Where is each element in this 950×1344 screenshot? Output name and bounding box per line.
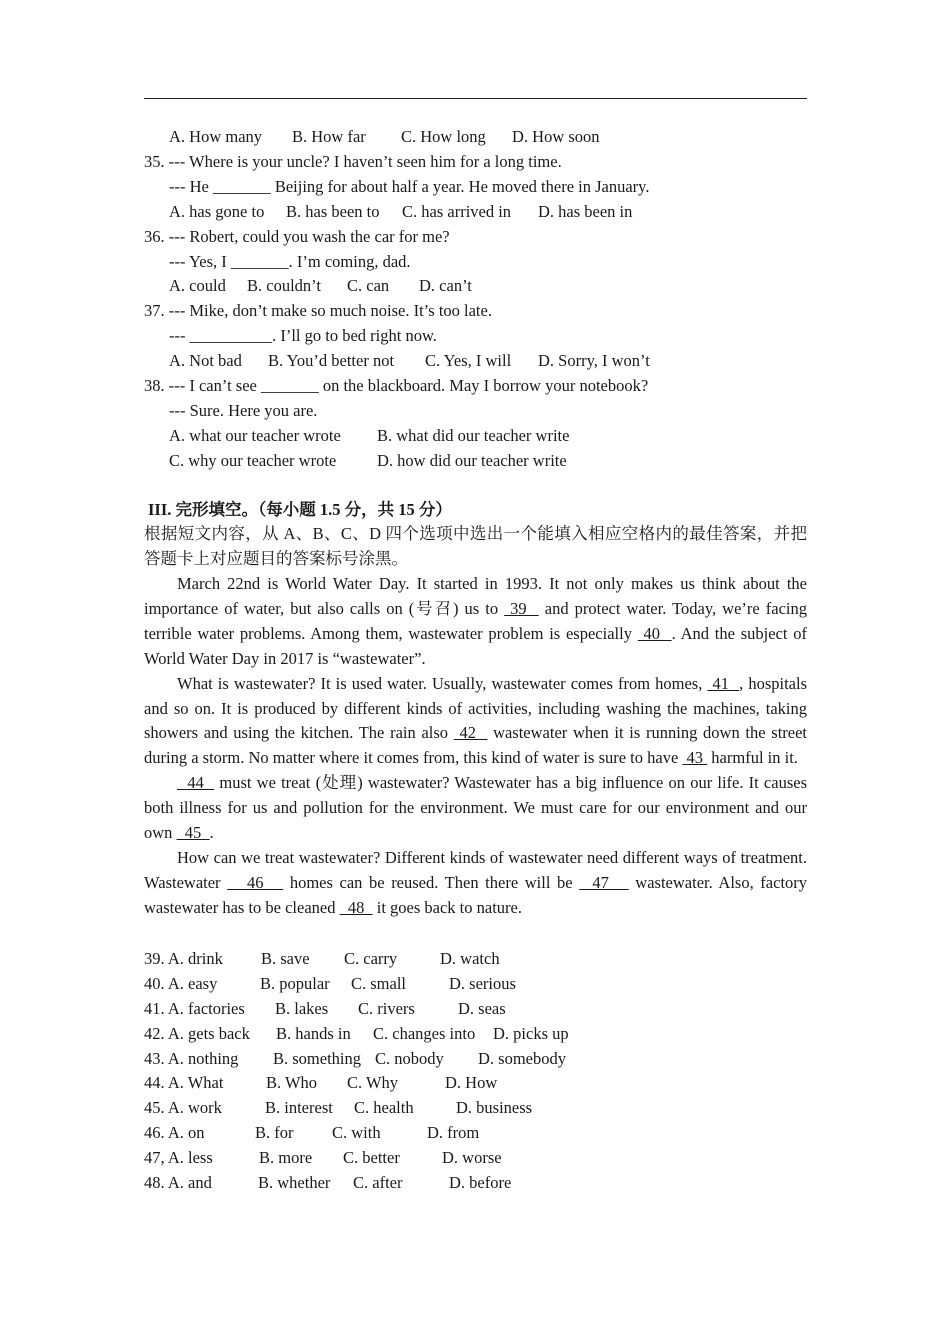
passage-text: and protect water. Today, we’re facing terrible water problems. Among them, wastewater problem is especially bbox=[144, 598, 807, 643]
answer-option: B. whether bbox=[258, 1173, 331, 1192]
q35-option-c: C. has arrived in bbox=[402, 202, 512, 221]
answer-option: 45. A. work bbox=[144, 1098, 222, 1117]
passage-paragraph-4 bbox=[144, 846, 807, 921]
answer-option: 41. A. factories bbox=[144, 999, 245, 1018]
q35-option-b: B. has been to bbox=[286, 202, 380, 221]
blank-40: 40 bbox=[637, 623, 672, 643]
answer-option: B. hands in bbox=[276, 1024, 351, 1043]
passage-text: wastewater. Also, factory wastewater has to be cleaned bbox=[144, 872, 808, 917]
blank-44: 44 bbox=[177, 773, 215, 793]
blank-43: 43 bbox=[682, 748, 708, 768]
q37-option-d: D. Sorry, I won’t bbox=[538, 351, 650, 370]
q37-stem: 37. --- Mike, don’t make so much noise. It’s too late. bbox=[144, 301, 492, 320]
answer-option: 48. A. and bbox=[144, 1173, 212, 1192]
q36-response: --- Yes, I _______. I’m coming, dad. bbox=[169, 252, 411, 271]
answer-option: 44. A. What bbox=[144, 1073, 224, 1092]
answer-option: C. after bbox=[353, 1173, 403, 1192]
q35-option-a: A. has gone to bbox=[169, 202, 265, 221]
q35-options bbox=[169, 199, 809, 224]
question-45 bbox=[144, 1095, 807, 1120]
blank-39: 39 bbox=[504, 598, 539, 618]
answer-option: B. interest bbox=[265, 1098, 333, 1117]
q34-option-d: D. How soon bbox=[512, 127, 600, 146]
q37-option-c: C. Yes, I will bbox=[425, 351, 512, 370]
passage-paragraph-1 bbox=[144, 572, 807, 672]
passage-text: . And the subject of World Water Day in 2017 is “wastewater”. bbox=[144, 623, 807, 668]
q36-options bbox=[169, 273, 809, 298]
q36-stem: 36. --- Robert, could you wash the car for me? bbox=[144, 227, 450, 246]
answer-option: B. something bbox=[273, 1049, 362, 1068]
blank-47: 47 bbox=[579, 872, 629, 892]
answer-option: D. somebody bbox=[478, 1049, 566, 1068]
q38-option-d: D. how did our teacher write bbox=[377, 451, 567, 470]
answer-option: D. How bbox=[445, 1073, 498, 1092]
answer-option: B. save bbox=[261, 949, 310, 968]
answer-option: C. health bbox=[354, 1098, 414, 1117]
q35-stem: 35. --- Where is your uncle? I haven’t seen him for a long time. bbox=[144, 152, 562, 171]
blank-46: 46 bbox=[227, 872, 284, 892]
question-39 bbox=[144, 946, 807, 971]
header-rule bbox=[144, 98, 807, 99]
passage-paragraph-3 bbox=[144, 771, 807, 846]
answer-option: D. from bbox=[427, 1123, 480, 1142]
answer-option: C. small bbox=[351, 974, 407, 993]
q37-response: --- __________. I’ll go to bed right now. bbox=[169, 326, 437, 345]
question-42 bbox=[144, 1021, 807, 1046]
answer-option: 39. A. drink bbox=[144, 949, 223, 968]
answer-option: B. Who bbox=[266, 1073, 318, 1092]
answer-option: D. business bbox=[456, 1098, 533, 1117]
question-44 bbox=[144, 1070, 807, 1095]
blank-48: 48 bbox=[339, 897, 373, 917]
passage-text: harmful in it. bbox=[707, 748, 798, 768]
answer-option: C. carry bbox=[344, 949, 398, 968]
section-heading: III. 完形填空。（每小题 1.5 分，共 15 分） bbox=[148, 500, 452, 519]
answer-option: D. serious bbox=[449, 974, 516, 993]
answer-option: C. rivers bbox=[358, 999, 415, 1018]
q38-stem: 38. --- I can’t see _______ on the blackboard. May I borrow your notebook? bbox=[144, 376, 649, 395]
q36-option-b: B. couldn’t bbox=[247, 276, 321, 295]
q38-option-b: B. what did our teacher write bbox=[377, 426, 570, 445]
q34-option-b: B. How far bbox=[292, 127, 366, 146]
q36-option-a: A. could bbox=[169, 276, 226, 295]
passage-text: homes can be reused. Then there will be bbox=[283, 872, 580, 892]
cloze-passage bbox=[144, 572, 807, 921]
answer-option: C. Why bbox=[347, 1073, 399, 1092]
q35-option-d: D. has been in bbox=[538, 202, 633, 221]
answer-option: 47, A. less bbox=[144, 1148, 213, 1167]
q37-option-a: A. Not bad bbox=[169, 351, 242, 370]
blank-41: 41 bbox=[707, 673, 740, 693]
blank-42: 42 bbox=[453, 723, 488, 743]
answer-option: D. seas bbox=[458, 999, 506, 1018]
answer-option: D. worse bbox=[442, 1148, 502, 1167]
answer-option: 43. A. nothing bbox=[144, 1049, 239, 1068]
answer-option: B. popular bbox=[260, 974, 330, 993]
q34-option-c: C. How long bbox=[401, 127, 486, 146]
question-40 bbox=[144, 971, 807, 996]
answer-option: 42. A. gets back bbox=[144, 1024, 250, 1043]
answer-option: D. picks up bbox=[493, 1024, 569, 1043]
answer-option: D. before bbox=[449, 1173, 512, 1192]
q36-option-c: C. can bbox=[347, 276, 390, 295]
section-instruction: 根据短文内容，从 A、B、C、D 四个选项中选出一个能填入相应空格内的最佳答案，并把答题卡上对应题目的答案标号涂黑。 bbox=[144, 524, 807, 568]
answer-option: 40. A. easy bbox=[144, 974, 218, 993]
question-43 bbox=[144, 1046, 807, 1071]
answer-option: B. lakes bbox=[275, 999, 329, 1018]
question-48 bbox=[144, 1170, 807, 1195]
passage-text: it goes back to nature. bbox=[372, 897, 522, 917]
passage-paragraph-2 bbox=[144, 672, 807, 772]
passage-text: . bbox=[209, 823, 214, 843]
answer-option: C. better bbox=[343, 1148, 400, 1167]
q38-option-a: A. what our teacher wrote bbox=[169, 426, 341, 445]
q38-option-c: C. why our teacher wrote bbox=[169, 451, 337, 470]
q35-response: --- He _______ Beijing for about half a year. He moved there in January. bbox=[169, 177, 650, 196]
blank-45: 45 bbox=[176, 823, 210, 843]
answer-option: 46. A. on bbox=[144, 1123, 205, 1142]
q38-response: --- Sure. Here you are. bbox=[169, 401, 318, 420]
passage-text: , hospitals and so on. It is produced by different kinds of activities, including washing the machines, taking showers and using the kitchen. The rain also bbox=[144, 673, 807, 743]
passage-text: March 22nd is World Water Day. It started in 1993. It not only makes us think about the importance of water, but also calls on (号召) us to bbox=[144, 574, 807, 618]
answer-option: B. for bbox=[255, 1123, 294, 1142]
answer-option: C. changes into bbox=[373, 1024, 476, 1043]
answer-option: D. watch bbox=[440, 949, 500, 968]
q34-options bbox=[169, 124, 809, 149]
answer-option: C. nobody bbox=[375, 1049, 444, 1068]
answer-option: B. more bbox=[259, 1148, 313, 1167]
question-46 bbox=[144, 1120, 807, 1145]
passage-text: How can we treat wastewater? Different kinds of wastewater need different ways of treatment. Wastewater bbox=[144, 847, 807, 892]
q36-option-d: D. can’t bbox=[419, 276, 472, 295]
q37-options bbox=[169, 348, 809, 373]
passage-text: must we treat (处理) wastewater? Wastewater has a big influence on our life. It causes both illness for us and pollution for the environment. We must care for our environment and our own bbox=[144, 773, 807, 843]
q34-option-a: A. How many bbox=[169, 127, 263, 146]
question-47 bbox=[144, 1145, 807, 1170]
passage-text: What is wastewater? It is used water. Usually, wastewater comes from homes, bbox=[177, 673, 708, 693]
q37-option-b: B. You’d better not bbox=[268, 351, 395, 370]
q38-options-row1 bbox=[169, 423, 809, 448]
question-41 bbox=[144, 996, 807, 1021]
answer-option: C. with bbox=[332, 1123, 381, 1142]
q38-options-row2 bbox=[169, 448, 809, 473]
passage-text: wastewater when it is running down the street during a storm. No matter where it comes from, this kind of water is sure to have bbox=[144, 723, 808, 768]
